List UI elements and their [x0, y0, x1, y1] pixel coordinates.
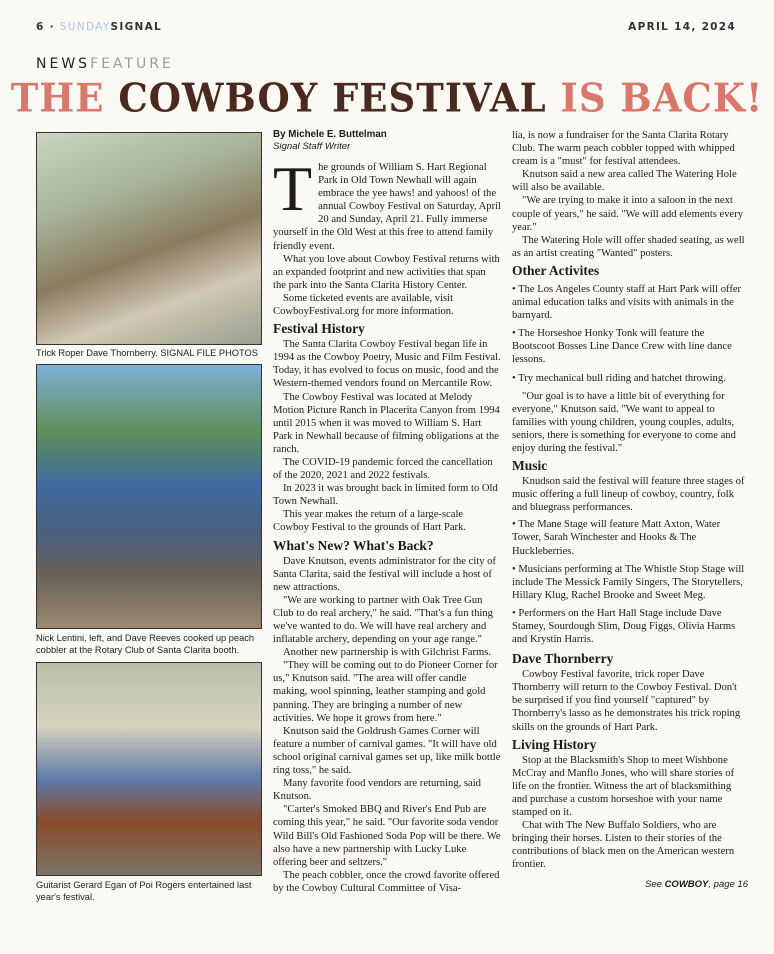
intro-text: he grounds of William S. Hart Regional Park in Old Town Newhall will again embrace the yee haws! and yahoos! of the annual Cowboy Festival on Saturday, April 20 and Sunday, April 21. Fully immerse yourself in the Old West at this free to attend family friendly event.: [273, 162, 502, 252]
article-paragraph: "They will be coming out to do Pioneer Corner for us," Knutson said. "The area will offer candle making, wool spinning, leather stamping and gold panning. They are bringing a number of new activities. We hope it grows from here.": [273, 660, 498, 724]
article-paragraph: "Our goal is to have a little bit of everything for everyone," Knutson said. "We want to appeal to families with young children, young couples, adults, seniors, there is something for everyone to come and enjoy during the festival.": [512, 390, 736, 454]
photo-guitarist: [36, 662, 262, 876]
article-paragraph: [273, 153, 502, 253]
separator: ·: [49, 21, 55, 33]
photo-caption: Guitarist Gerard Egan of Poi Rogers entertained last year's festival.: [36, 880, 252, 902]
section-kicker: [36, 56, 174, 72]
subhead: Dave Thornberry: [512, 651, 614, 667]
article-paragraph: The Cowboy Festival was located at Melody Motion Picture Ranch in Placerita Canyon from 1994 until 2015 when it was moved to William S. Hart Park in Newhall because of filming obligations at the ranch.: [273, 391, 500, 455]
article-paragraph: Knutson said the Goldrush Games Corner will feature a number of carnival games. "It will have old school original carnival games set up, like milk bottle ring toss," he said.: [273, 725, 501, 777]
bullet-item: • Try mechanical bull riding and hatchet throwing.: [512, 372, 726, 384]
headline-part: COWBOY FESTIVAL: [118, 74, 547, 122]
subhead: Living History: [512, 736, 597, 752]
article-paragraph: "We are working to partner with Oak Tree Gun Club to do real archery," he said. "That's a fun thing we've wanted to do. We will have real archery and inflatable archery, depending on your age range.": [273, 594, 493, 646]
headline: [0, 75, 774, 121]
photo-cobbler-cooks: [36, 364, 262, 629]
subhead: What's New? What's Back?: [273, 537, 434, 553]
article-paragraph: The Santa Clarita Cowboy Festival began life in 1994 as the Cowboy Poetry, Music and Film Festival. Today, it has evolved to focus on music, food and the Western-themed vendors found on Mercantile Row.: [273, 339, 501, 390]
bullet-item: • Performers on the Hart Hall Stage include Dave Stamey, Sourdough Slim, Doug Figgs, Olivia Harms and Krystin Harris.: [512, 607, 736, 646]
page-number: 6: [36, 21, 45, 33]
kicker-feature: FEATURE: [90, 56, 174, 72]
jump-prefix: See: [645, 878, 665, 890]
bullet-item: • Musicians performing at The Whistle Stop Stage will include The Messick Family Singers, The Storytellers, Hillary Klug, Rachel Brooke and Sweet Meg.: [512, 563, 745, 601]
bullet-item: • The Los Angeles County staff at Hart Park will offer animal education talks and visits with animals in the barnyard.: [512, 283, 742, 322]
bullet-item: • The Horseshoe Honky Tonk will feature the Bootscoot Bosses Line Dance Crew with line dance lessons.: [512, 328, 732, 366]
jump-page: , page 16: [708, 878, 748, 890]
article-paragraph: Cowboy Festival favorite, trick roper Dave Thornberry will return to the Cowboy Festival. Don't be surprised if you find yourself "captured" by Thornberry's lasso as he demonstrates his trick roping skills on the grounds of Hart Park.: [512, 669, 741, 733]
article-paragraph: lia, is now a fundraiser for the Santa Clarita Rotary Club. The warm peach cobbler topped with whipped cream is a "must" for festival attendees.: [512, 130, 735, 168]
article-paragraph: Some ticketed events are available, visit CowboyFestival.org for more information.: [273, 292, 454, 318]
article-paragraph: Knudson said the festival will feature three stages of music offering a full lineup of cowboy, country, folk and bluegrass performances.: [512, 476, 745, 514]
page-folio: [36, 21, 162, 33]
article-paragraph: "We are trying to make it into a saloon in the next couple of years," he said. "We will add elements every year.": [512, 195, 744, 233]
photo-caption: Nick Lentini, left, and Dave Reeves cooked up peach cobbler at the Rotary Club of Santa Clarita booth.: [36, 633, 255, 655]
article-paragraph: This year makes the return of a large-scale Cowboy Festival to the grounds of Hart Park.: [273, 509, 467, 534]
article-paragraph: In 2023 it was brought back in limited form to Old Town Newhall.: [273, 483, 498, 508]
publication-name-signal: SIGNAL: [110, 21, 163, 33]
publication-name-sunday: SUNDAY: [59, 21, 111, 33]
kicker-news: NEWS: [36, 56, 91, 72]
article-column-1: [273, 129, 501, 895]
subhead: Music: [512, 458, 548, 474]
article-paragraph: Another new partnership is with Gilchrist Farms.: [283, 647, 492, 659]
subhead: Other Activites: [512, 262, 600, 278]
headline-part: THE: [10, 74, 105, 122]
issue-date: APRIL 14, 2024: [628, 21, 736, 33]
bullet-item: • The Mane Stage will feature Matt Axton, Water Tower, Sarah Winchester and Hooks & The Huckleberries.: [512, 519, 721, 557]
jump-keyword: COWBOY: [664, 878, 709, 890]
article-paragraph: Knutson said a new area called The Watering Hole will also be available.: [512, 169, 737, 194]
article-paragraph: The Watering Hole will offer shaded seating, as well as an artist creating "Wanted" posters.: [512, 234, 745, 259]
article-paragraph: Chat with The New Buffalo Soldiers, who are bringing their horses. Listen to their stories of the contributions of black men on the American western frontier.: [512, 820, 735, 871]
byline: By Michele E. Buttelman: [273, 129, 387, 140]
jump-line[interactable]: [512, 878, 748, 891]
photo-trick-roper: [36, 132, 262, 345]
article-paragraph: Stop at the Blacksmith's Shop to meet Wishbone McCray and Manflo Jones, who will share stories of life on the frontier. Witness the art of blacksmithing and purchase a custom horseshoe with your name stamped on it.: [512, 754, 735, 819]
article-paragraph: Dave Knutson, events administrator for the city of Santa Clarita, said the festival will include a host of new attractions.: [273, 555, 496, 593]
article-column-2: [512, 129, 748, 891]
article-paragraph: "Carter's Smoked BBQ and River's End Pub are coming this year," he said. "Our favorite soda vendor Wild Bill's Old Fashioned Soda Pop will be there. We also have a new partnership with Lucky Luke offering beer and seltzers.": [273, 804, 501, 868]
article-paragraph: The peach cobbler, once the crowd favorite offered by the Cowboy Cultural Committee of Visa-: [273, 869, 500, 894]
drop-cap: T: [273, 153, 313, 224]
photo-caption: Trick Roper Dave Thornberry. SIGNAL FILE PHOTOS: [36, 348, 258, 358]
article-paragraph: The COVID-19 pandemic forced the cancellation of the 2020, 2021 and 2022 festivals.: [273, 456, 493, 482]
byline-role: Signal Staff Writer: [273, 141, 351, 152]
headline-part: IS BACK!: [560, 74, 764, 122]
subhead: Festival History: [273, 321, 365, 337]
article-paragraph: What you love about Cowboy Festival returns with an expanded footprint and new activities that span the park into the Santa Clarita History Center.: [273, 253, 500, 291]
article-paragraph: Many favorite food vendors are returning, said Knutson.: [273, 778, 481, 803]
